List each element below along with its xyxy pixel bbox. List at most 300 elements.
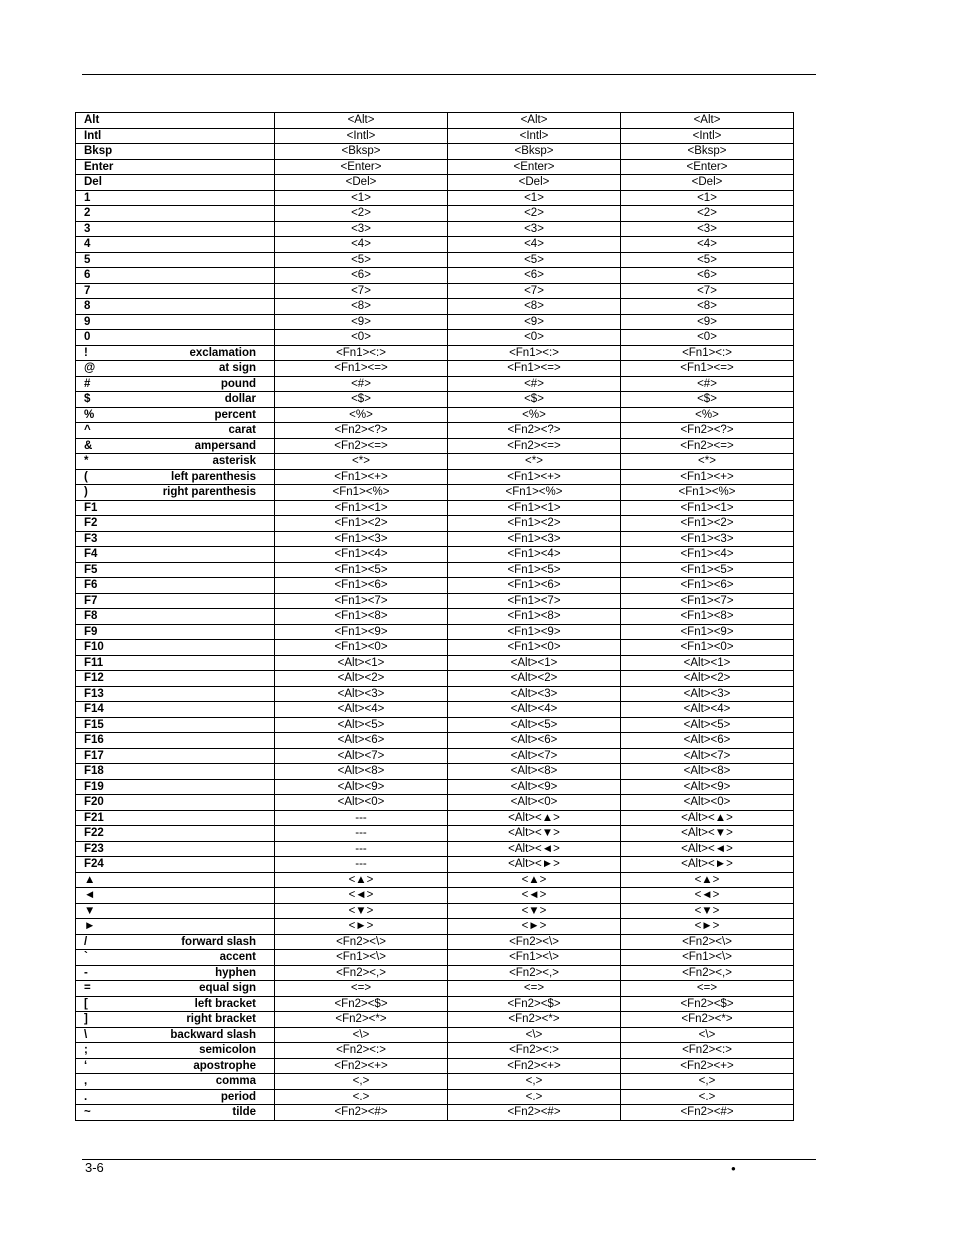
- key-cell: [76, 795, 275, 811]
- mapping-cell-col1: <9>: [275, 314, 448, 330]
- key-name: `: [84, 951, 88, 963]
- table-row: [76, 981, 794, 997]
- table-row: [76, 888, 794, 904]
- mapping-cell-col2: <Fn1><\>: [448, 950, 621, 966]
- mapping-cell-col1: <Fn1><+>: [275, 469, 448, 485]
- key-description: left parenthesis: [171, 470, 256, 483]
- mapping-cell-col2: <Alt><7>: [448, 748, 621, 764]
- mapping-cell-col2: <2>: [448, 206, 621, 222]
- mapping-cell-col1: <Alt>: [275, 113, 448, 129]
- mapping-cell-col3: <Alt><4>: [621, 702, 794, 718]
- key-name: F4: [84, 548, 98, 560]
- table-row: [76, 1105, 794, 1121]
- key-name: ▼: [84, 904, 96, 917]
- key-name: ~: [84, 1106, 91, 1118]
- key-cell: [76, 841, 275, 857]
- table-row: [76, 144, 794, 160]
- key-description: semicolon: [199, 1044, 256, 1056]
- key-description: backward slash: [170, 1028, 256, 1041]
- key-name: 0: [84, 331, 91, 343]
- mapping-cell-col1: <=>: [275, 981, 448, 997]
- mapping-cell-col2: <4>: [448, 237, 621, 253]
- key-cell: [76, 159, 275, 175]
- key-name: Enter: [84, 160, 114, 173]
- key-name: F1: [84, 501, 98, 514]
- table-row: [76, 872, 794, 888]
- mapping-cell-col3: <Fn2><,>: [621, 965, 794, 981]
- mapping-cell-col3: <0>: [621, 330, 794, 346]
- mapping-cell-col1: <▲>: [275, 872, 448, 888]
- key-name: ▲: [84, 873, 96, 886]
- mapping-cell-col2: <6>: [448, 268, 621, 284]
- key-cell: [76, 438, 275, 454]
- mapping-cell-col1: <Alt><6>: [275, 733, 448, 749]
- mapping-cell-col2: <Fn1><0>: [448, 640, 621, 656]
- key-description: right bracket: [186, 1013, 256, 1025]
- key-cell: [76, 903, 275, 919]
- mapping-cell-col2: <*>: [448, 454, 621, 470]
- mapping-cell-col1: ---: [275, 826, 448, 842]
- key-cell: [76, 748, 275, 764]
- mapping-cell-col3: <3>: [621, 221, 794, 237]
- table-row: [76, 314, 794, 330]
- key-name: =: [84, 982, 91, 994]
- key-name: *: [84, 455, 89, 467]
- mapping-cell-col3: <Intl>: [621, 128, 794, 144]
- mapping-cell-col2: <Alt><2>: [448, 671, 621, 687]
- key-cell: [76, 392, 275, 408]
- table-row: [76, 113, 794, 129]
- mapping-cell-col1: <4>: [275, 237, 448, 253]
- mapping-cell-col1: <6>: [275, 268, 448, 284]
- mapping-cell-col3: <,>: [621, 1074, 794, 1090]
- key-name: 8: [84, 300, 91, 312]
- mapping-cell-col2: <Alt><9>: [448, 779, 621, 795]
- mapping-cell-col3: <◄>: [621, 888, 794, 904]
- key-name: F17: [84, 749, 104, 762]
- key-name: \: [84, 1028, 88, 1041]
- mapping-cell-col3: <Fn1><\>: [621, 950, 794, 966]
- mapping-cell-col3: <Fn2><?>: [621, 423, 794, 439]
- mapping-cell-col3: <Fn1><8>: [621, 609, 794, 625]
- key-cell: [76, 485, 275, 501]
- key-cell: [76, 609, 275, 625]
- table-row: [76, 903, 794, 919]
- mapping-cell-col1: <Fn1><1>: [275, 500, 448, 516]
- mapping-cell-col2: <Fn1><4>: [448, 547, 621, 563]
- key-cell: [76, 826, 275, 842]
- key-cell: [76, 733, 275, 749]
- mapping-cell-col1: <Fn1><7>: [275, 593, 448, 609]
- key-name: F6: [84, 579, 98, 591]
- key-cell: [76, 547, 275, 563]
- key-cell: [76, 361, 275, 377]
- key-name: /: [84, 935, 88, 948]
- mapping-cell-col3: <Del>: [621, 175, 794, 191]
- key-name: ►: [84, 920, 96, 932]
- key-cell: [76, 1027, 275, 1043]
- mapping-cell-col2: <Alt>: [448, 113, 621, 129]
- footer-bullet: •: [731, 1161, 736, 1176]
- key-name: 5: [84, 253, 91, 266]
- key-name: ,: [84, 1075, 88, 1087]
- mapping-cell-col3: <Alt><6>: [621, 733, 794, 749]
- mapping-cell-col1: <Fn1><2>: [275, 516, 448, 532]
- mapping-cell-col2: <▲>: [448, 872, 621, 888]
- key-name: 6: [84, 269, 91, 281]
- key-name: F2: [84, 517, 98, 529]
- key-description: right parenthesis: [162, 486, 256, 498]
- table-row: [76, 950, 794, 966]
- table-row: [76, 841, 794, 857]
- mapping-cell-col3: <Fn1><4>: [621, 547, 794, 563]
- mapping-cell-col2: <9>: [448, 314, 621, 330]
- mapping-cell-col2: <Alt><►>: [448, 857, 621, 873]
- mapping-cell-col2: <Fn1><:>: [448, 345, 621, 361]
- table-row: [76, 826, 794, 842]
- mapping-cell-col2: <Fn2><*>: [448, 1012, 621, 1028]
- table-row: [76, 996, 794, 1012]
- mapping-cell-col3: <▲>: [621, 872, 794, 888]
- key-description: period: [220, 1090, 256, 1103]
- mapping-cell-col2: <#>: [448, 376, 621, 392]
- key-cell: [76, 934, 275, 950]
- key-cell: [76, 252, 275, 268]
- mapping-cell-col1: <.>: [275, 1089, 448, 1105]
- table-row: [76, 919, 794, 935]
- table-row: [76, 175, 794, 191]
- mapping-cell-col3: <Alt><2>: [621, 671, 794, 687]
- mapping-cell-col3: <Fn1><3>: [621, 531, 794, 547]
- header-rule: [82, 74, 816, 75]
- key-name: F9: [84, 625, 98, 638]
- mapping-cell-col1: <Alt><1>: [275, 655, 448, 671]
- key-name: .: [84, 1090, 88, 1103]
- mapping-cell-col2: <Alt><6>: [448, 733, 621, 749]
- table-row: [76, 237, 794, 253]
- key-name: F7: [84, 594, 98, 607]
- table-row: [76, 1074, 794, 1090]
- mapping-cell-col1: <◄>: [275, 888, 448, 904]
- mapping-cell-col2: <\>: [448, 1027, 621, 1043]
- mapping-cell-col1: <2>: [275, 206, 448, 222]
- mapping-cell-col3: <Bksp>: [621, 144, 794, 160]
- key-name: -: [84, 966, 88, 979]
- mapping-cell-col3: <Fn1><9>: [621, 624, 794, 640]
- mapping-cell-col1: <Alt><2>: [275, 671, 448, 687]
- mapping-cell-col1: <\>: [275, 1027, 448, 1043]
- table-row: [76, 733, 794, 749]
- mapping-cell-col3: <Alt>: [621, 113, 794, 129]
- key-cell: [76, 950, 275, 966]
- mapping-cell-col1: <,>: [275, 1074, 448, 1090]
- table-row: [76, 764, 794, 780]
- table-row: [76, 438, 794, 454]
- mapping-cell-col3: <%>: [621, 407, 794, 423]
- key-cell: [76, 1089, 275, 1105]
- mapping-cell-col3: <▼>: [621, 903, 794, 919]
- key-cell: [76, 764, 275, 780]
- key-name: !: [84, 346, 88, 359]
- key-name: Bksp: [84, 145, 113, 157]
- key-name: 9: [84, 315, 91, 328]
- table-row: [76, 516, 794, 532]
- mapping-cell-col2: <7>: [448, 283, 621, 299]
- key-name: @: [84, 362, 96, 374]
- mapping-cell-col2: <Bksp>: [448, 144, 621, 160]
- key-name: (: [84, 470, 88, 483]
- table-row: [76, 283, 794, 299]
- key-name: F22: [84, 827, 104, 839]
- key-cell: [76, 314, 275, 330]
- mapping-cell-col1: <Fn2><+>: [275, 1058, 448, 1074]
- table-row: [76, 609, 794, 625]
- mapping-cell-col1: <Fn1><0>: [275, 640, 448, 656]
- table-row: [76, 423, 794, 439]
- mapping-cell-col2: <Fn1><8>: [448, 609, 621, 625]
- mapping-cell-col1: <*>: [275, 454, 448, 470]
- mapping-cell-col1: <Fn1><9>: [275, 624, 448, 640]
- mapping-cell-col1: <Enter>: [275, 159, 448, 175]
- mapping-cell-col1: <5>: [275, 252, 448, 268]
- footer-rule: [82, 1159, 816, 1160]
- key-description: dollar: [224, 393, 256, 405]
- table-row: [76, 500, 794, 516]
- key-cell: [76, 655, 275, 671]
- mapping-cell-col3: <Fn2><$>: [621, 996, 794, 1012]
- mapping-cell-col1: <$>: [275, 392, 448, 408]
- mapping-cell-col2: <Fn1><2>: [448, 516, 621, 532]
- key-name: 4: [84, 238, 91, 250]
- mapping-cell-col2: <Fn2><?>: [448, 423, 621, 439]
- key-cell: [76, 299, 275, 315]
- mapping-cell-col2: <Fn2><=>: [448, 438, 621, 454]
- mapping-cell-col3: <Fn2><=>: [621, 438, 794, 454]
- mapping-cell-col3: <Alt><▼>: [621, 826, 794, 842]
- table-row: [76, 779, 794, 795]
- mapping-cell-col2: <Fn1><5>: [448, 562, 621, 578]
- mapping-cell-col3: <Fn1><0>: [621, 640, 794, 656]
- key-cell: [76, 996, 275, 1012]
- key-cell: [76, 624, 275, 640]
- mapping-cell-col1: <Intl>: [275, 128, 448, 144]
- key-cell: [76, 562, 275, 578]
- table-row: [76, 702, 794, 718]
- mapping-cell-col3: <Alt><◄>: [621, 841, 794, 857]
- key-cell: [76, 283, 275, 299]
- mapping-cell-col1: <Fn1><4>: [275, 547, 448, 563]
- key-description: carat: [228, 424, 256, 436]
- key-name: ‘: [84, 1059, 88, 1072]
- table-row: [76, 857, 794, 873]
- mapping-cell-col2: <Enter>: [448, 159, 621, 175]
- key-description: at sign: [218, 362, 256, 374]
- key-mapping-table-body: [76, 113, 794, 1121]
- key-cell: [76, 702, 275, 718]
- mapping-cell-col2: <Fn1><6>: [448, 578, 621, 594]
- table-row: [76, 299, 794, 315]
- mapping-cell-col2: <Alt><3>: [448, 686, 621, 702]
- mapping-cell-col2: <Fn1><1>: [448, 500, 621, 516]
- key-name: Del: [84, 176, 102, 188]
- mapping-cell-col3: <Alt><3>: [621, 686, 794, 702]
- table-row: [76, 810, 794, 826]
- table-row: [76, 965, 794, 981]
- mapping-cell-col2: <8>: [448, 299, 621, 315]
- key-cell: [76, 206, 275, 222]
- table-row: [76, 1043, 794, 1059]
- key-cell: [76, 888, 275, 904]
- mapping-cell-col1: <%>: [275, 407, 448, 423]
- mapping-cell-col1: <Alt><8>: [275, 764, 448, 780]
- key-name: 1: [84, 191, 91, 204]
- mapping-cell-col2: <.>: [448, 1089, 621, 1105]
- mapping-cell-col1: <►>: [275, 919, 448, 935]
- mapping-cell-col1: <0>: [275, 330, 448, 346]
- table-row: [76, 717, 794, 733]
- key-name: F19: [84, 780, 104, 793]
- table-row: [76, 547, 794, 563]
- mapping-cell-col3: <►>: [621, 919, 794, 935]
- mapping-cell-col1: <Fn1><5>: [275, 562, 448, 578]
- mapping-cell-col3: <Fn1><%>: [621, 485, 794, 501]
- table-row: [76, 1089, 794, 1105]
- key-cell: [76, 175, 275, 191]
- mapping-cell-col3: <Alt><7>: [621, 748, 794, 764]
- mapping-cell-col3: <5>: [621, 252, 794, 268]
- mapping-cell-col3: <Alt><▲>: [621, 810, 794, 826]
- key-name: F21: [84, 811, 104, 824]
- mapping-cell-col2: <$>: [448, 392, 621, 408]
- key-cell: [76, 423, 275, 439]
- mapping-cell-col3: <Fn1><:>: [621, 345, 794, 361]
- key-cell: [76, 454, 275, 470]
- key-cell: [76, 128, 275, 144]
- mapping-cell-col3: <$>: [621, 392, 794, 408]
- mapping-cell-col1: <3>: [275, 221, 448, 237]
- mapping-cell-col3: <Fn2><*>: [621, 1012, 794, 1028]
- mapping-cell-col1: <Fn1><\>: [275, 950, 448, 966]
- table-row: [76, 934, 794, 950]
- key-description: apostrophe: [193, 1059, 256, 1072]
- mapping-cell-col2: <=>: [448, 981, 621, 997]
- key-name: ^: [84, 424, 91, 436]
- key-name: F8: [84, 610, 98, 622]
- key-description: percent: [214, 408, 256, 421]
- key-description: equal sign: [199, 982, 256, 994]
- key-name: ): [84, 486, 88, 498]
- key-cell: [76, 1058, 275, 1074]
- mapping-cell-col1: <Fn2><\>: [275, 934, 448, 950]
- table-row: [76, 469, 794, 485]
- table-row: [76, 1012, 794, 1028]
- key-name: F11: [84, 656, 104, 669]
- mapping-cell-col2: <Fn2><:>: [448, 1043, 621, 1059]
- mapping-cell-col2: <0>: [448, 330, 621, 346]
- key-name: F5: [84, 563, 98, 576]
- table-row: [76, 748, 794, 764]
- key-description: pound: [220, 377, 256, 390]
- mapping-cell-col1: <Alt><0>: [275, 795, 448, 811]
- key-cell: [76, 981, 275, 997]
- mapping-cell-col1: <1>: [275, 190, 448, 206]
- key-mapping-table: [75, 112, 794, 1121]
- table-row: [76, 485, 794, 501]
- table-row: [76, 562, 794, 578]
- mapping-cell-col1: ---: [275, 841, 448, 857]
- key-cell: [76, 144, 275, 160]
- mapping-cell-col2: <3>: [448, 221, 621, 237]
- mapping-cell-col3: <Alt><9>: [621, 779, 794, 795]
- mapping-cell-col2: <5>: [448, 252, 621, 268]
- mapping-cell-col3: <Fn2><:>: [621, 1043, 794, 1059]
- key-cell: [76, 810, 275, 826]
- mapping-cell-col2: <Fn2><,>: [448, 965, 621, 981]
- mapping-cell-col1: <Fn2><$>: [275, 996, 448, 1012]
- key-cell: [76, 1012, 275, 1028]
- key-cell: [76, 1074, 275, 1090]
- mapping-cell-col2: <►>: [448, 919, 621, 935]
- mapping-cell-col2: <◄>: [448, 888, 621, 904]
- table-row: [76, 392, 794, 408]
- mapping-cell-col2: <Alt><1>: [448, 655, 621, 671]
- key-cell: [76, 671, 275, 687]
- key-name: 2: [84, 207, 91, 219]
- mapping-cell-col1: <Alt><5>: [275, 717, 448, 733]
- table-row: [76, 221, 794, 237]
- mapping-cell-col1: ---: [275, 857, 448, 873]
- key-cell: [76, 578, 275, 594]
- mapping-cell-col3: <*>: [621, 454, 794, 470]
- key-cell: [76, 965, 275, 981]
- mapping-cell-col2: <1>: [448, 190, 621, 206]
- key-cell: [76, 531, 275, 547]
- key-name: ◄: [84, 889, 96, 901]
- mapping-cell-col2: <,>: [448, 1074, 621, 1090]
- mapping-cell-col3: <Fn1><6>: [621, 578, 794, 594]
- key-cell: [76, 190, 275, 206]
- page-number: 3-6: [85, 1160, 104, 1175]
- mapping-cell-col2: <Alt><5>: [448, 717, 621, 733]
- key-cell: [76, 113, 275, 129]
- key-cell: [76, 717, 275, 733]
- key-cell: [76, 469, 275, 485]
- mapping-cell-col3: <Fn1><=>: [621, 361, 794, 377]
- key-name: F24: [84, 858, 104, 870]
- mapping-cell-col3: <Alt><0>: [621, 795, 794, 811]
- mapping-cell-col1: <Fn1><6>: [275, 578, 448, 594]
- key-name: F14: [84, 703, 104, 715]
- key-cell: [76, 686, 275, 702]
- mapping-cell-col1: ---: [275, 810, 448, 826]
- mapping-cell-col2: <Alt><4>: [448, 702, 621, 718]
- key-cell: [76, 640, 275, 656]
- key-name: $: [84, 393, 91, 405]
- key-name: Alt: [84, 114, 100, 126]
- key-name: F23: [84, 842, 104, 855]
- key-name: #: [84, 377, 91, 390]
- table-row: [76, 593, 794, 609]
- key-cell: [76, 268, 275, 284]
- mapping-cell-col1: <Fn1><3>: [275, 531, 448, 547]
- key-cell: [76, 1043, 275, 1059]
- mapping-cell-col1: <8>: [275, 299, 448, 315]
- key-cell: [76, 221, 275, 237]
- key-description: tilde: [232, 1106, 256, 1118]
- key-name: [: [84, 997, 88, 1010]
- mapping-cell-col2: <Fn2><#>: [448, 1105, 621, 1121]
- mapping-cell-col3: <Fn1><7>: [621, 593, 794, 609]
